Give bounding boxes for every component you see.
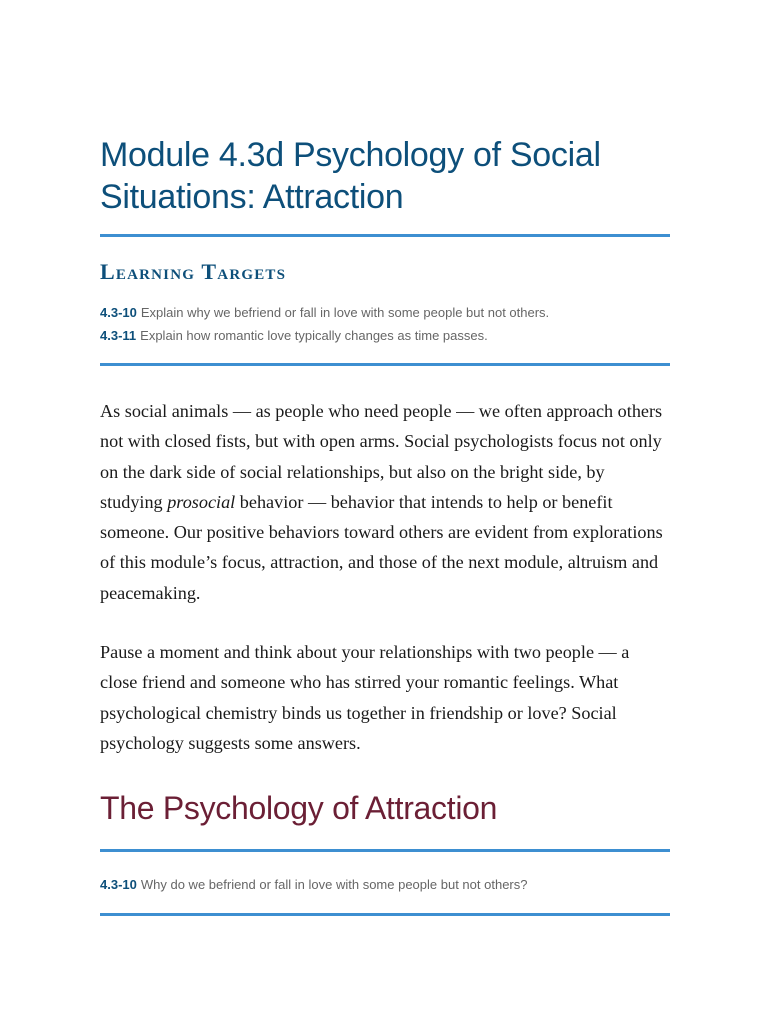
learning-target-text: Explain why we befriend or fall in love with some people but not others. — [140, 305, 550, 320]
learning-target-text: Explain how romantic love typically changes as time passes. — [140, 328, 488, 343]
module-title: Module 4.3d Psychology of Social Situations: Attraction — [100, 136, 601, 216]
learning-target-code: 4.3-11 — [100, 328, 137, 343]
paragraph-text: behavior — behavior that intends to help or benefit someone. Our positive behaviors toward others are evident from explorations of this module’s focus, attraction, and those of the next module, altruism and peacemaking. — [100, 491, 663, 603]
divider — [100, 234, 670, 237]
learning-target-code: 4.3-10 — [100, 305, 137, 320]
learning-targets-heading: Learning Targets — [100, 259, 287, 284]
body-paragraph: Pause a moment and think about your relationships with two people — a close friend and someone who has stirred your romantic feelings. What psychological chemistry binds us together in friendship or love? Social psychology suggests some answers. — [100, 642, 630, 753]
divider — [100, 913, 670, 916]
section-heading: The Psychology of Attraction — [100, 790, 498, 827]
divider — [100, 849, 670, 852]
focus-question-code: 4.3-10 — [100, 877, 137, 893]
learning-targets-list — [100, 301, 670, 347]
focus-question-text: Why do we befriend or fall in love with some people but not others? — [140, 877, 528, 893]
body-paragraph — [100, 396, 670, 608]
learning-target-item — [100, 324, 670, 347]
learning-target-item — [100, 301, 670, 324]
divider — [100, 363, 670, 366]
emphasis-text: prosocial — [167, 491, 236, 512]
paragraph-text: As social animals — as people who need people — we often approach others not with closed fists, but with open arms. Social psychologists focus not only on the dark side of social relationships, but also on the bright side, by studying — [100, 401, 663, 512]
focus-question — [100, 874, 670, 896]
